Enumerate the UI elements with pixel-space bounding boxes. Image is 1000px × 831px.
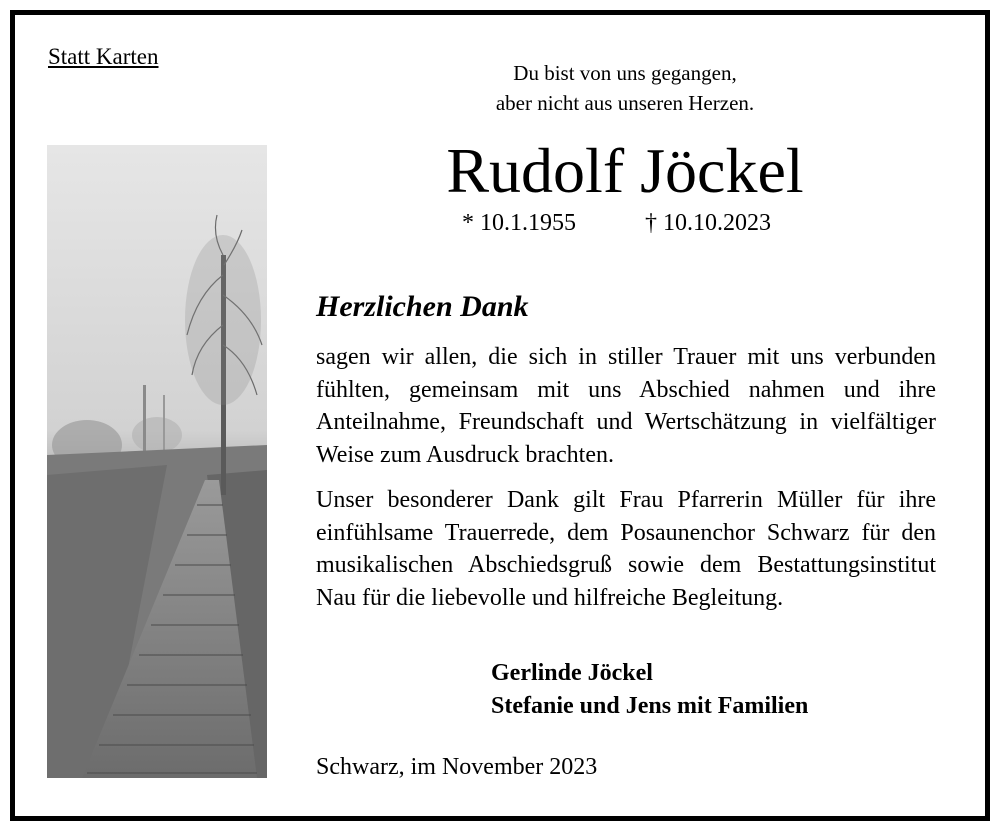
deceased-name: Rudolf Jöckel (446, 135, 804, 206)
statt-karten-label: Statt Karten (48, 44, 159, 69)
memorial-verse (400, 58, 850, 118)
birth-date: * 10.1.1955 (462, 210, 576, 236)
signature-line-1: Gerlinde Jöckel (491, 660, 653, 686)
signature-line-2: Stefanie und Jens mit Familien (491, 693, 809, 719)
place-and-date: Schwarz, im November 2023 (316, 754, 598, 780)
verse-line-1: Du bist von uns gegangen, (513, 61, 737, 85)
verse-line-2: aber nicht aus unseren Herzen. (495, 91, 755, 115)
boardwalk-photo (47, 145, 267, 778)
thanks-paragraph-2: Unser besonderer Dank gilt Frau Pfarrerin Müller für ihre einfühlsame Trauerrede, dem Posaunenchor Schwarz für den musikalischen Abschiedsgruß sowie dem Bestattungsinstitut Nau für die liebevolle und hilfreiche Begleitung. (316, 487, 936, 611)
thanks-heading: Herzlichen Dank (316, 290, 529, 323)
thanks-paragraph-1: sagen wir allen, die sich in stiller Trauer mit uns verbunden fühlten, gemeinsam mit uns Abschied nahmen und ihre Anteilnahme, Freundschaft und Wertschätzung in vielfältiger Weise zum Ausdruck brachten. (316, 344, 936, 468)
death-date: † 10.10.2023 (645, 210, 771, 236)
